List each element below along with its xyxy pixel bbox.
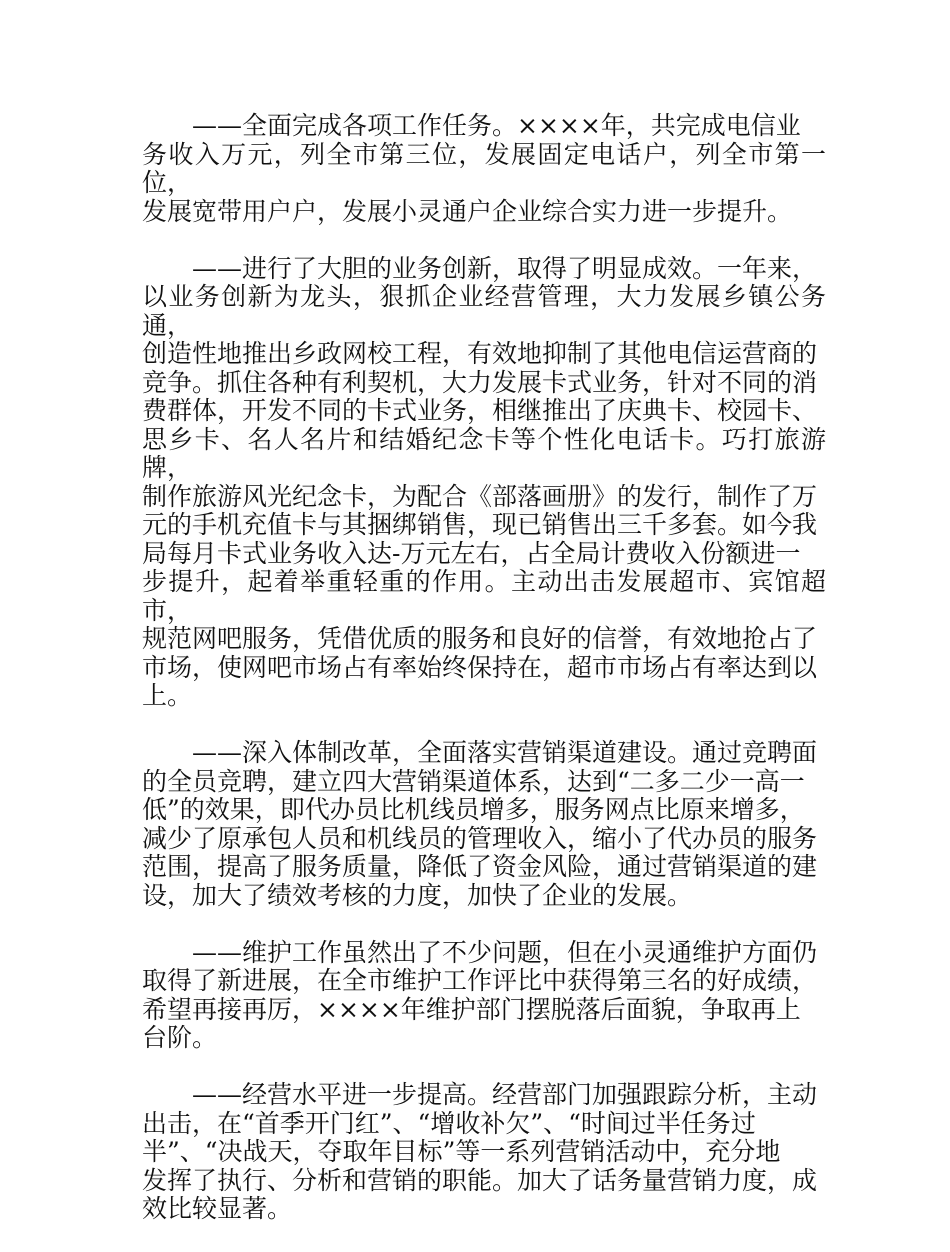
- paragraph-maintenance: ——维护工作虽然出了不少问题，但在小灵通维护方面仍 取得了新进展，在全市维护工作评比中获得第三名的好成绩， 希望再接再厉，××××年维护部门摆脱落后面貌，争取再上 台阶。: [142, 937, 818, 1052]
- paragraph-business-innovation: ——进行了大胆的业务创新，取得了明显成效。一年来， 以业务创新为龙头，狠抓企业经营管理，大力发展乡镇公务通， 创造性地推出乡政网校工程，有效地抑制了其他电信运营商的 竞争。抓住各种有利契机，大力发展卡式业务，针对不同的消 费群体，开发不同的卡式业务，相继推出了庆典卡、校园卡、 思乡卡、名人名片和结婚纪念卡等个性化电话卡。巧打旅游牌， 制作旅游风光纪念卡，为配合《部落画册》的发行，制作了万 元的手机充值卡与其捆绑销售，现已销售出三千多套。如今我 局每月卡式业务收入达-万元左右，占全局计费收入份额进一 步提升，起着举重轻重的作用。主动出击发展超市、宾馆超市， 规范网吧服务，凭借优质的服务和良好的信誉，有效地抢占了 市场，使网吧市场占有率始终保持在，超市市场占有率达到以 上。: [142, 253, 826, 710]
- document-body: [142, 112, 826, 1252]
- paragraph-system-reform: ——深入体制改革，全面落实营销渠道建设。通过竞聘面 的全员竞聘，建立四大营销渠道体系，达到“二多二少一高一 低”的效果，即代办员比机线员增多，服务网点比原来增多， 减少了原承包人员和机线员的管理收入，缩小了代办员的服务 范围，提高了服务质量，降低了资金风险，通过营销渠道的建 设，加大了绩效考核的力度，加快了企业的发展。: [142, 738, 818, 910]
- paragraph-task-completion: ——全面完成各项工作任务。××××年，共完成电信业 务收入万元，列全市第三位，发展固定电话户，列全市第一位， 发展宽带用户户，发展小灵通户企业综合实力进一步提升。: [142, 111, 826, 226]
- paragraph-operations: ——经营水平进一步提高。经营部门加强跟踪分析，主动 出击，在“首季开门红”、“增收补欠”、“时间过半任务过 半”、“决战天，夺取年目标”等一系列营销活动中，充分地 发挥了执行、分析和营销的职能。加大了话务量营销力度，成 效比较显著。: [142, 1080, 818, 1223]
